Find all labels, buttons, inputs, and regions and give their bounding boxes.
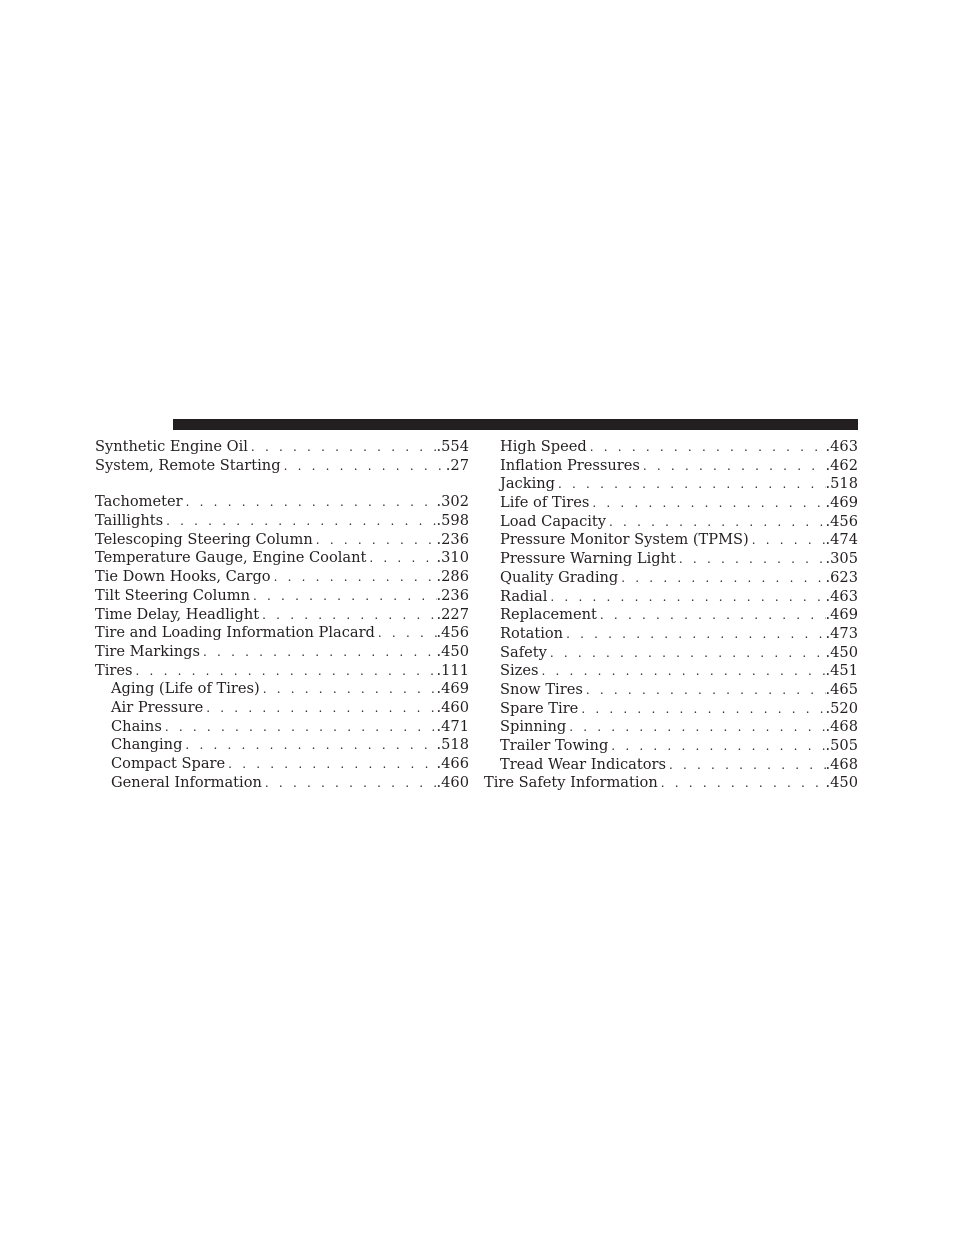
index-entry-label: Inflation Pressures (500, 456, 640, 474)
index-entry (484, 438, 858, 457)
index-entry-page: .286 (436, 568, 469, 586)
index-entry-page: .505 (825, 737, 858, 754)
index-entry-page: .518 (825, 475, 858, 493)
header-rule-bar (173, 419, 858, 430)
dot-leader (555, 475, 826, 494)
dot-leader (183, 493, 437, 512)
index-entry (95, 624, 469, 643)
index-entry (484, 681, 858, 700)
index-entry (484, 550, 858, 569)
dot-leader (640, 457, 826, 476)
index-entry (95, 718, 469, 737)
index-entry-label: Tire and Loading Information Placard (95, 624, 375, 642)
index-entry (484, 475, 858, 494)
index-entry-page: .310 (436, 549, 469, 567)
index-entry (484, 494, 858, 513)
index-entry (95, 587, 469, 606)
index-entry-page: .520 (825, 699, 858, 717)
index-entry (95, 512, 469, 531)
index-entry-label: Tread Wear Indicators (500, 755, 666, 773)
index-entry (484, 531, 858, 550)
index-entry-label: Spinning (500, 718, 567, 736)
dot-leader (538, 662, 825, 681)
index-entry (484, 662, 858, 681)
dot-leader (262, 774, 437, 793)
index-entry-label: Life of Tires (500, 494, 590, 512)
index-entry-page: .598 (436, 512, 469, 530)
index-entry (95, 662, 469, 681)
dot-leader (260, 680, 437, 699)
dot-leader (375, 624, 437, 643)
index-entry-label: Jacking (500, 475, 555, 493)
index-entry-label: Tachometer (95, 493, 183, 511)
index-entry (95, 549, 469, 568)
index-entry-label: Tire Safety Information (484, 774, 658, 792)
index-entry-page: .302 (436, 493, 469, 511)
index-column-right (484, 438, 858, 793)
index-entry-label: Replacement (500, 606, 597, 624)
index-entry-label: Synthetic Engine Oil (95, 438, 248, 455)
index-entry-label: Quality Grading (500, 568, 619, 586)
index-entry (95, 606, 469, 625)
dot-leader (676, 550, 826, 569)
dot-leader (281, 457, 446, 476)
dot-leader (225, 755, 436, 774)
index-entry (484, 644, 858, 663)
index-entry (484, 588, 858, 607)
dot-leader (658, 774, 826, 793)
index-entry-page: .305 (825, 550, 858, 568)
index-entry (95, 699, 469, 718)
index-entry (95, 531, 469, 550)
index-entry-page: .27 (445, 456, 469, 474)
index-entry-page: .465 (825, 680, 858, 698)
dot-leader (749, 531, 826, 550)
index-entry (484, 737, 858, 756)
dot-leader (547, 588, 825, 607)
dot-leader (162, 718, 437, 737)
index-entry-page: .554 (436, 438, 469, 455)
index-entry-label: Load Capacity (500, 512, 607, 530)
dot-leader (200, 643, 436, 662)
index-entry (95, 736, 469, 755)
index-entry-label: Snow Tires (500, 680, 583, 698)
index-entry-label: Air Pressure (111, 698, 204, 716)
index-entry-label: Tilt Steering Column (95, 586, 250, 604)
index-entry-label: Temperature Gauge, Engine Coolant (95, 549, 367, 567)
index-entry-page: .462 (825, 456, 858, 474)
index-entry-label: Safety (500, 643, 547, 661)
index-entry-label: Tie Down Hooks, Cargo (95, 568, 271, 586)
index-entry-page: .227 (436, 605, 469, 623)
index-entry-label: Time Delay, Headlight (95, 605, 260, 623)
index-entry-page: .463 (825, 438, 858, 455)
index-entry-label: Taillights (95, 512, 164, 530)
dot-leader (666, 756, 826, 775)
index-entry-label: Rotation (500, 624, 564, 642)
dot-leader (587, 438, 826, 457)
index-entry-page: .471 (436, 717, 469, 735)
index-entry-page: .460 (436, 698, 469, 716)
index-entry-page: .469 (825, 494, 858, 512)
index-entry-label: Pressure Warning Light (500, 550, 676, 568)
index-entry-label: Tire Markings (95, 642, 201, 660)
index-entry (95, 643, 469, 662)
dot-leader (578, 700, 825, 719)
index-entry (95, 568, 469, 587)
index-entry-page: .623 (825, 568, 858, 586)
dot-leader (271, 568, 437, 587)
dot-leader (618, 569, 825, 588)
index-entry-page: .111 (436, 661, 469, 679)
index-entry-page: .456 (436, 624, 469, 642)
dot-leader (163, 512, 436, 531)
index-entry-label: High Speed (500, 438, 587, 455)
index-entry-label: Aging (Life of Tires) (111, 680, 260, 698)
dot-leader (597, 606, 826, 625)
dot-leader (606, 513, 825, 532)
index-entry-page: .460 (436, 773, 469, 791)
index-entry (95, 493, 469, 512)
index-entry (484, 774, 858, 793)
index-entry (484, 513, 858, 532)
index-entry (95, 755, 469, 774)
index-entry-page: .236 (436, 530, 469, 548)
index-entry-page: .469 (825, 606, 858, 624)
index-entry-page: .450 (825, 774, 858, 792)
index-entry (484, 700, 858, 719)
index-entry-page: .518 (436, 736, 469, 754)
index-entry-page: .456 (825, 512, 858, 530)
dot-leader (313, 531, 437, 550)
dot-leader (583, 681, 826, 700)
dot-leader (563, 625, 825, 644)
index-entry-page: .468 (825, 718, 858, 736)
index-entry (95, 457, 469, 476)
index-entry-label: Radial (500, 587, 548, 605)
index-entry-page: .469 (436, 680, 469, 698)
dot-leader (366, 549, 436, 568)
index-entry-label: Pressure Monitor System (TPMS) (500, 531, 749, 549)
index-entry (484, 569, 858, 588)
dot-leader (608, 737, 825, 756)
index-entry-label: Sizes (500, 662, 539, 680)
index-entry (484, 718, 858, 737)
dot-leader (566, 718, 825, 737)
index-entry-page: .450 (825, 643, 858, 661)
index-entry (95, 774, 469, 793)
index-entry (95, 438, 469, 457)
index-entry-label: Telescoping Steering Column (95, 530, 313, 548)
dot-leader (250, 587, 437, 606)
index-entry-label: General Information (111, 773, 262, 791)
index-entry-page: .468 (825, 755, 858, 773)
index-entry-page: .450 (436, 642, 469, 660)
index-entry-label: Changing (111, 736, 183, 754)
index-entry-label: Spare Tire (500, 699, 579, 717)
dot-leader (133, 662, 437, 681)
index-entry-label: Compact Spare (111, 755, 226, 772)
index-entry-label: Tires (95, 661, 133, 679)
dot-leader (248, 438, 437, 457)
index-entry (95, 680, 469, 699)
dot-leader (589, 494, 825, 513)
index-entry (484, 756, 858, 775)
index-entry-label: Trailer Towing (500, 737, 609, 754)
index-entry (484, 606, 858, 625)
index-entry-page: .451 (825, 662, 858, 680)
index-entry-page: .474 (825, 531, 858, 549)
index-entry-page: .463 (825, 587, 858, 605)
index-entry-label: Chains (111, 717, 162, 735)
index-entry (484, 625, 858, 644)
index-entry (484, 457, 858, 476)
dot-leader (182, 736, 436, 755)
dot-leader (259, 606, 436, 625)
dot-leader (203, 699, 436, 718)
index-column-left (95, 438, 469, 792)
index-entry-page: .466 (436, 755, 469, 772)
index-entry-page: .236 (436, 586, 469, 604)
dot-leader (547, 644, 826, 663)
index-entry-page: .473 (825, 624, 858, 642)
index-entry-label: System, Remote Starting (95, 456, 281, 474)
